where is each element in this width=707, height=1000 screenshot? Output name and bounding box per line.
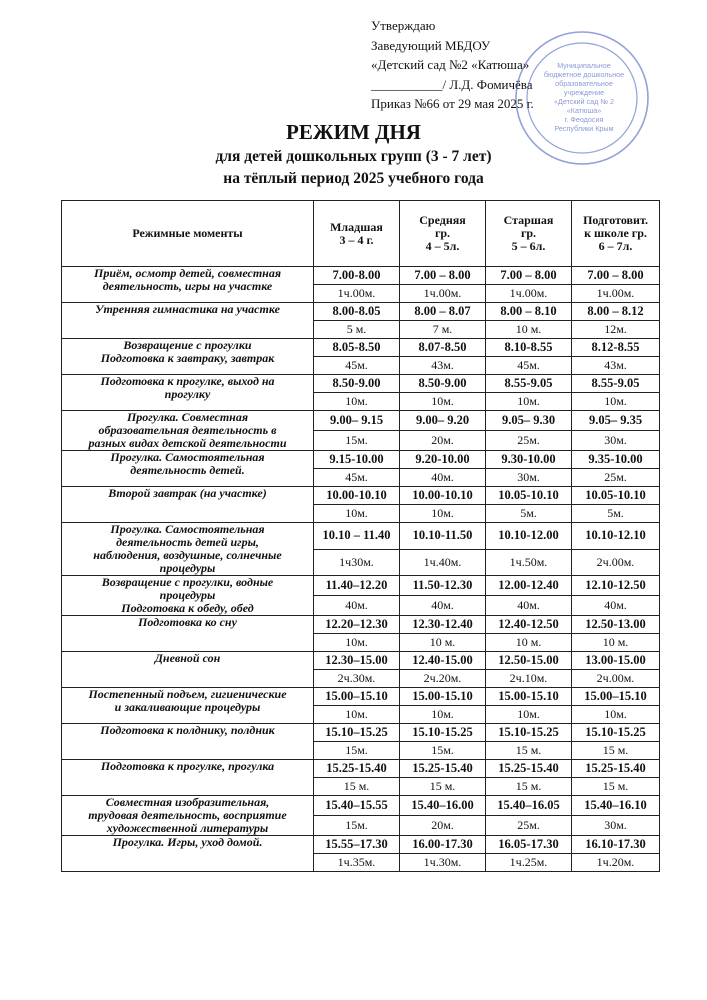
duration-cell: 2ч.30м.: [314, 670, 400, 688]
stamp-line: образовательное: [555, 79, 613, 88]
table-row: [62, 375, 660, 393]
header-line: 3 – 4 г.: [339, 232, 374, 247]
time-range-cell: 8.00-8.05: [314, 303, 400, 321]
duration-cell: 2ч.20м.: [400, 670, 486, 688]
activity-line: Прогулка. Игры, уход домой.: [112, 835, 263, 849]
activity-line: Подготовка к завтраку, завтрак: [100, 351, 275, 365]
duration-cell: 10м.: [314, 706, 400, 724]
duration-cell: 40м.: [572, 596, 660, 616]
duration-cell: 30м.: [486, 469, 572, 487]
time-range-cell: 15.00–15.10: [572, 688, 660, 706]
activity-line: Подготовка к прогулке, прогулка: [100, 759, 275, 773]
activity-cell: [62, 451, 314, 487]
duration-cell: 10 м.: [400, 634, 486, 652]
time-range-cell: 9.20-10.00: [400, 451, 486, 469]
duration-cell: 40м.: [314, 596, 400, 616]
duration-cell: 40м.: [486, 596, 572, 616]
duration-cell: 1ч.35м.: [314, 854, 400, 872]
duration-cell: 43м.: [572, 357, 660, 375]
time-range-cell: 15.25-15.40: [314, 760, 400, 778]
time-range-cell: 15.40–16.00: [400, 796, 486, 816]
activity-cell: [62, 487, 314, 523]
header-line: гр.: [434, 226, 451, 240]
table-row: [62, 576, 660, 596]
time-range-cell: 16.10-17.30: [572, 836, 660, 854]
duration-cell: 10 м.: [572, 634, 660, 652]
table-row: [62, 339, 660, 357]
header-line: 4 – 5л.: [425, 239, 460, 253]
activity-cell: [62, 688, 314, 724]
time-range-cell: 7.00 – 8.00: [572, 267, 660, 285]
activity-line: и закаливающие процедуры: [114, 700, 261, 714]
time-range-cell: 8.00 – 8.12: [572, 303, 660, 321]
duration-cell: 43м.: [400, 357, 486, 375]
time-range-cell: 15.55–17.30: [314, 836, 400, 854]
duration-cell: 1ч.50м.: [486, 549, 572, 576]
table-row: [62, 303, 660, 321]
stamp-line: «Катюша»: [566, 106, 602, 115]
activity-cell: [62, 576, 314, 616]
activity-line: прогулку: [164, 387, 211, 401]
time-range-cell: 7.00 – 8.00: [486, 267, 572, 285]
duration-cell: 1ч.20м.: [572, 854, 660, 872]
activity-cell: [62, 836, 314, 872]
table-row: [62, 760, 660, 778]
activity-line: Совместная изобразительная,: [105, 795, 270, 809]
stamp-line: «Детский сад № 2: [553, 97, 615, 106]
header-line: Средняя: [419, 213, 466, 227]
time-range-cell: 7.00-8.00: [314, 267, 400, 285]
approval-line: «Детский сад №2 «Катюша»: [371, 57, 530, 72]
header-middle-group: [400, 201, 486, 267]
time-range-cell: 15.10-15.25: [400, 724, 486, 742]
activity-line: Подготовка ко сну: [138, 615, 237, 629]
activity-line: художественной литературы: [106, 821, 269, 835]
header-line: Подготовит.: [583, 213, 648, 227]
time-range-cell: 10.00-10.10: [314, 487, 400, 505]
activity-line: трудовая деятельность, восприятие: [88, 808, 287, 822]
approval-line: Заведующий МБДОУ: [371, 37, 491, 53]
duration-cell: 7 м.: [400, 321, 486, 339]
stamp-line: учреждение: [563, 88, 605, 97]
duration-cell: 5 м.: [314, 321, 400, 339]
duration-cell: 25м.: [486, 816, 572, 836]
duration-cell: 1ч.30м.: [400, 854, 486, 872]
approval-line: Приказ №66 от 29 мая 2025 г.: [371, 96, 534, 111]
stamp-line: Республики Крым: [554, 124, 614, 133]
duration-cell: 1ч.00м.: [314, 285, 400, 303]
time-range-cell: 16.05-17.30: [486, 836, 572, 854]
activity-line: Прогулка. Самостоятельная: [110, 522, 265, 536]
activity-line: наблюдения, воздушные, солнечные: [93, 548, 282, 562]
duration-cell: 1ч30м.: [314, 549, 400, 576]
time-range-cell: 10.10 – 11.40: [314, 523, 400, 550]
activity-line: деятельность, игры на участке: [102, 279, 273, 293]
time-range-cell: 10.10-11.50: [400, 523, 486, 550]
time-range-cell: 12.10-12.50: [572, 576, 660, 596]
activity-line: Прогулка. Совместная: [126, 410, 249, 424]
duration-cell: 10 м.: [486, 634, 572, 652]
time-range-cell: 9.35-10.00: [572, 451, 660, 469]
activity-line: деятельность детей игры,: [116, 535, 259, 549]
duration-cell: 45м.: [314, 469, 400, 487]
duration-cell: 45м.: [314, 357, 400, 375]
header-moments: Режимные моменты: [62, 201, 314, 267]
activity-cell: [62, 760, 314, 796]
duration-cell: 5м.: [486, 505, 572, 523]
activity-line: процедуры: [159, 561, 216, 575]
time-range-cell: 12.50-15.00: [486, 652, 572, 670]
duration-cell: 15м.: [314, 816, 400, 836]
time-range-cell: 12.20–12.30: [314, 616, 400, 634]
duration-cell: 15м.: [314, 742, 400, 760]
time-range-cell: 15.40–15.55: [314, 796, 400, 816]
header-line: 5 – 6л.: [511, 239, 546, 253]
activity-cell: [62, 724, 314, 760]
activity-line: Дневной сон: [154, 651, 221, 665]
activity-cell: [62, 267, 314, 303]
time-range-cell: 15.25-15.40: [400, 760, 486, 778]
time-range-cell: 12.00-12.40: [486, 576, 572, 596]
activity-line: Возвращение с прогулки: [123, 338, 252, 352]
duration-cell: 40м.: [400, 469, 486, 487]
time-range-cell: 9.05– 9.35: [572, 411, 660, 431]
duration-cell: 20м.: [400, 431, 486, 451]
time-range-cell: 15.25-15.40: [486, 760, 572, 778]
stamp-line: бюджетное дошкольное: [543, 70, 625, 79]
activity-line: Приём, осмотр детей, совместная: [93, 266, 281, 280]
time-range-cell: 15.00-15.10: [486, 688, 572, 706]
header-line: 6 – 7л.: [598, 239, 633, 253]
table-row: [62, 688, 660, 706]
duration-cell: 15 м.: [400, 778, 486, 796]
activity-cell: [62, 523, 314, 576]
header-line: гр.: [520, 226, 537, 240]
activity-line: Прогулка. Самостоятельная: [110, 450, 265, 464]
duration-cell: 1ч.25м.: [486, 854, 572, 872]
activity-line: процедуры: [159, 588, 216, 602]
table-row: [62, 411, 660, 431]
table-row: [62, 796, 660, 816]
time-range-cell: 10.00-10.10: [400, 487, 486, 505]
table-row: [62, 487, 660, 505]
duration-cell: 10м.: [486, 706, 572, 724]
duration-cell: 20м.: [400, 816, 486, 836]
time-range-cell: 8.05-8.50: [314, 339, 400, 357]
duration-cell: 40м.: [400, 596, 486, 616]
time-range-cell: 10.05-10.10: [572, 487, 660, 505]
duration-cell: 10м.: [314, 505, 400, 523]
stamp-line: г. Феодосия: [564, 115, 604, 124]
duration-cell: 30м.: [572, 816, 660, 836]
duration-cell: 1ч.00м.: [572, 285, 660, 303]
time-range-cell: 8.00 – 8.07: [400, 303, 486, 321]
approval-line: ___________/ Л.Д. Фомичёва: [371, 76, 533, 92]
duration-cell: 10м.: [400, 505, 486, 523]
duration-cell: 2ч.10м.: [486, 670, 572, 688]
time-range-cell: 15.00-15.10: [400, 688, 486, 706]
time-range-cell: 12.30-12.40: [400, 616, 486, 634]
table-row: [62, 451, 660, 469]
time-range-cell: 11.40–12.20: [314, 576, 400, 596]
time-range-cell: 12.50-13.00: [572, 616, 660, 634]
time-range-cell: 9.00– 9.15: [314, 411, 400, 431]
header-line: к школе гр.: [584, 226, 647, 240]
time-range-cell: 8.00 – 8.10: [486, 303, 572, 321]
duration-cell: 1ч.00м.: [486, 285, 572, 303]
time-range-cell: 15.10-15.25: [572, 724, 660, 742]
activity-line: Постепенный подъем, гигиенические: [88, 687, 287, 701]
time-range-cell: 15.10-15.25: [486, 724, 572, 742]
duration-cell: 15м.: [400, 742, 486, 760]
schedule-table: [61, 200, 660, 872]
duration-cell: 15 м.: [572, 778, 660, 796]
approval-line: Утверждаю: [371, 18, 436, 33]
activity-line: Второй завтрак (на участке): [108, 486, 267, 500]
stamp-line: Муниципальное: [557, 61, 611, 70]
time-range-cell: 15.10–15.25: [314, 724, 400, 742]
duration-cell: 1ч.40м.: [400, 549, 486, 576]
duration-cell: 10м.: [572, 393, 660, 411]
duration-cell: 10м.: [572, 706, 660, 724]
table-row: [62, 523, 660, 550]
duration-cell: 15 м.: [486, 778, 572, 796]
time-range-cell: 15.25-15.40: [572, 760, 660, 778]
header-junior-group: [314, 201, 400, 267]
duration-cell: 45м.: [486, 357, 572, 375]
time-range-cell: 11.50-12.30: [400, 576, 486, 596]
time-range-cell: 9.00– 9.20: [400, 411, 486, 431]
header-preparatory-group: [572, 201, 660, 267]
duration-cell: 30м.: [572, 431, 660, 451]
duration-cell: 15 м.: [572, 742, 660, 760]
activity-cell: [62, 652, 314, 688]
time-range-cell: 8.55-9.05: [486, 375, 572, 393]
activity-line: Подготовка к полднику, полдник: [100, 723, 275, 737]
table-row: [62, 616, 660, 634]
activity-cell: [62, 339, 314, 375]
duration-cell: 15м.: [314, 431, 400, 451]
header-line: Младшая: [330, 219, 383, 234]
activity-cell: [62, 303, 314, 339]
duration-cell: 5м.: [572, 505, 660, 523]
page-subtitle-period: на тёплый период 2025 учебного года: [223, 170, 484, 187]
header-senior-group: [486, 201, 572, 267]
table-row: [62, 652, 660, 670]
header-line: Старшая: [503, 213, 554, 227]
duration-cell: 10м.: [486, 393, 572, 411]
time-range-cell: 8.12-8.55: [572, 339, 660, 357]
duration-cell: 25м.: [486, 431, 572, 451]
time-range-cell: 10.10-12.10: [572, 523, 660, 550]
activity-line: деятельность детей.: [130, 463, 245, 477]
activity-cell: [62, 411, 314, 451]
time-range-cell: 9.05– 9.30: [486, 411, 572, 431]
duration-cell: 12м.: [572, 321, 660, 339]
activity-line: Подготовка к прогулке, выход на: [100, 374, 275, 388]
duration-cell: 10м.: [400, 706, 486, 724]
time-range-cell: 9.15-10.00: [314, 451, 400, 469]
activity-line: разных видах детской деятельности: [88, 436, 287, 450]
time-range-cell: 8.50-9.00: [400, 375, 486, 393]
activity-cell: [62, 796, 314, 836]
page-title: РЕЖИМ ДНЯ: [286, 120, 421, 144]
activity-line: образовательная деятельность в: [98, 423, 277, 437]
time-range-cell: 15.00–15.10: [314, 688, 400, 706]
time-range-cell: 13.00-15.00: [572, 652, 660, 670]
duration-cell: 10м.: [400, 393, 486, 411]
time-range-cell: 10.10-12.00: [486, 523, 572, 550]
approval-block: [371, 16, 534, 114]
time-range-cell: 8.10-8.55: [486, 339, 572, 357]
activity-cell: [62, 616, 314, 652]
time-range-cell: 8.55-9.05: [572, 375, 660, 393]
official-stamp: [512, 28, 652, 168]
time-range-cell: 12.30–15.00: [314, 652, 400, 670]
table-row: [62, 267, 660, 285]
activity-line: Подготовка к обеду, обед: [121, 601, 254, 615]
time-range-cell: 15.40–16.05: [486, 796, 572, 816]
table-row: [62, 724, 660, 742]
duration-cell: 10 м.: [486, 321, 572, 339]
time-range-cell: 15.40–16.10: [572, 796, 660, 816]
duration-cell: 15 м.: [314, 778, 400, 796]
duration-cell: 10м.: [314, 393, 400, 411]
duration-cell: 25м.: [572, 469, 660, 487]
table-header-row: [62, 201, 660, 267]
activity-cell: [62, 375, 314, 411]
time-range-cell: 12.40-15.00: [400, 652, 486, 670]
time-range-cell: 7.00 – 8.00: [400, 267, 486, 285]
time-range-cell: 12.40-12.50: [486, 616, 572, 634]
time-range-cell: 16.00-17.30: [400, 836, 486, 854]
activity-line: Возвращение с прогулки, водные: [101, 575, 274, 589]
table-row: [62, 836, 660, 854]
time-range-cell: 8.50-9.00: [314, 375, 400, 393]
time-range-cell: 9.30-10.00: [486, 451, 572, 469]
activity-line: Утренняя гимнастика на участке: [95, 302, 280, 316]
time-range-cell: 10.05-10.10: [486, 487, 572, 505]
time-range-cell: 8.07-8.50: [400, 339, 486, 357]
page-subtitle: для детей дошкольных групп (3 - 7 лет): [215, 148, 492, 165]
duration-cell: 2ч.00м.: [572, 670, 660, 688]
duration-cell: 2ч.00м.: [572, 549, 660, 576]
duration-cell: 1ч.00м.: [400, 285, 486, 303]
duration-cell: 15 м.: [486, 742, 572, 760]
duration-cell: 10м.: [314, 634, 400, 652]
